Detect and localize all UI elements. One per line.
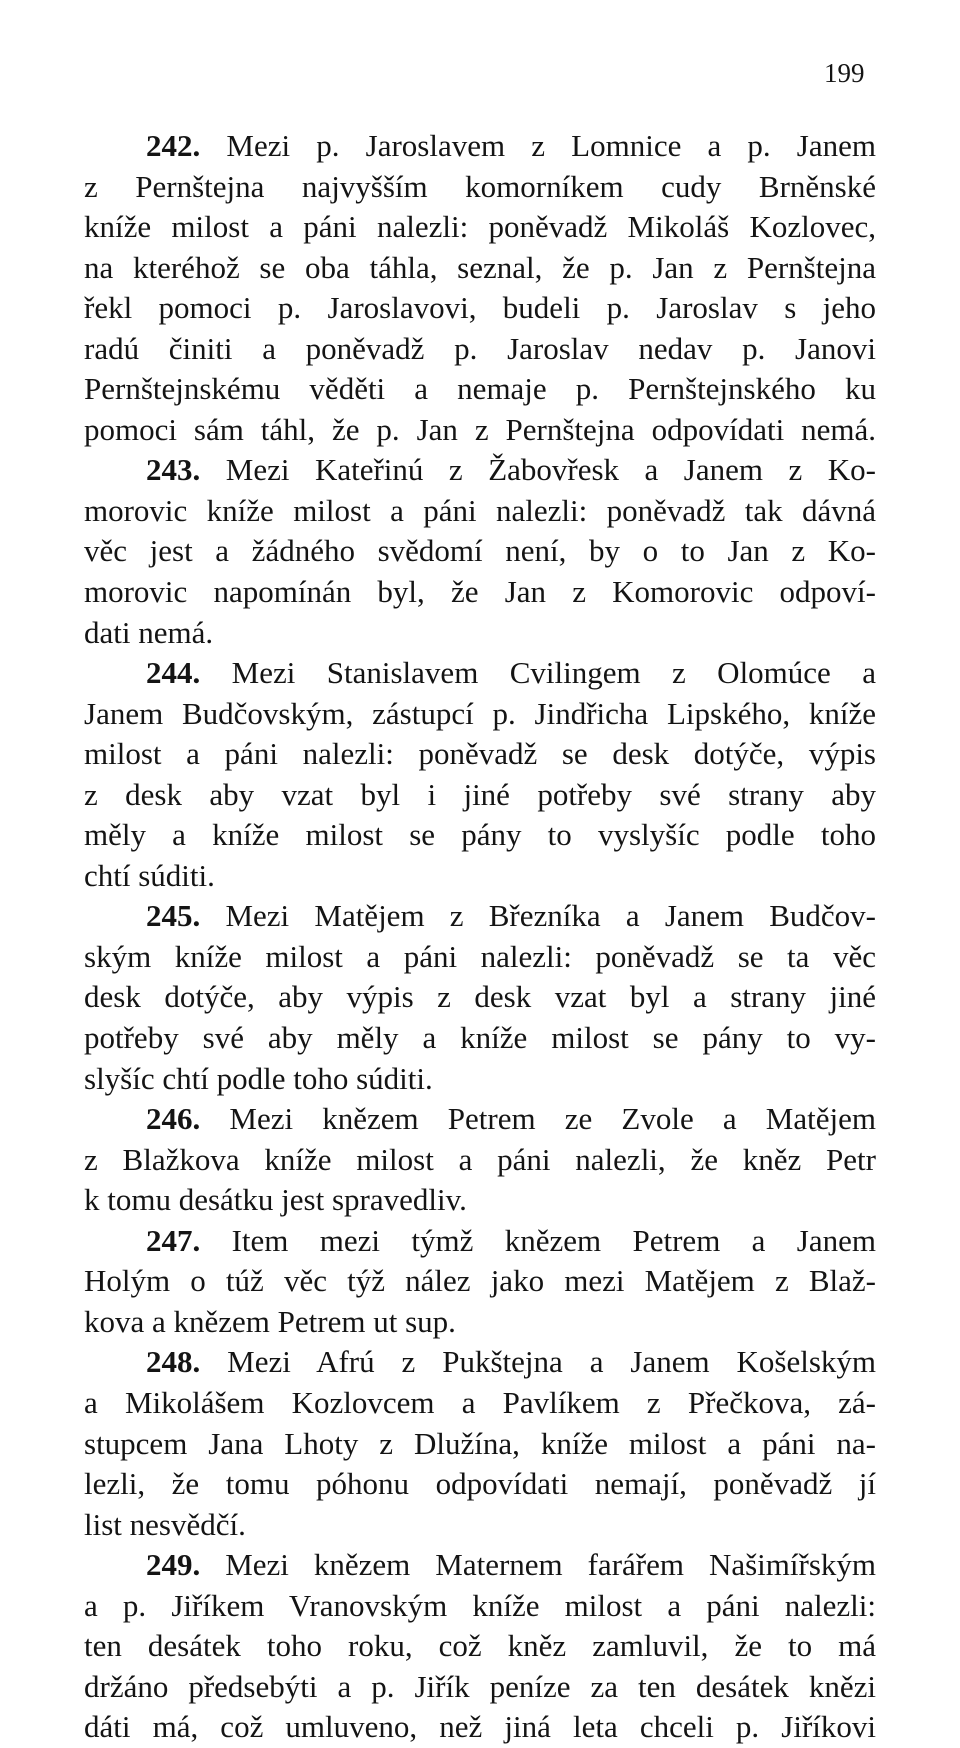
line-text: lezli, že tomu póhonu odpovídati nemají, poněvadž jí <box>84 1466 876 1502</box>
text-line <box>84 410 876 451</box>
paragraph-number: 244. <box>146 655 201 691</box>
text-line <box>84 1667 876 1708</box>
line-text: Mezi knězem Petrem ze Zvole a Matějem <box>200 1101 876 1137</box>
text-line <box>84 1505 876 1546</box>
line-text: kova a knězem Petrem ut sup. <box>84 1303 456 1339</box>
text-body <box>84 126 876 1748</box>
text-line <box>84 1180 876 1221</box>
line-text: a Mikolášem Kozlovcem a Pavlíkem z Přečkova, zá- <box>84 1384 876 1420</box>
paragraph-number: 248. <box>146 1344 201 1380</box>
paragraph-number: 249. <box>146 1547 201 1583</box>
line-text: Mezi p. Jaroslavem z Lomnice a p. Janem <box>200 128 876 163</box>
line-text: Pernštejnskému věděti a nemaje p. Pernštejnského ku <box>84 371 876 407</box>
paragraph-start-line <box>84 126 876 167</box>
line-text: morovic napomínán byl, že Jan z Komorovic odpoví- <box>84 574 876 610</box>
text-line <box>84 937 876 978</box>
text-line <box>84 613 876 654</box>
line-text: Mezi Kateřinú z Žabovřesk a Janem z Ko- <box>200 452 876 488</box>
paragraph-start-line <box>84 450 876 491</box>
line-text: list nesvědčí. <box>84 1506 246 1542</box>
text-line <box>84 815 876 856</box>
line-text: milost a páni nalezli: poněvadž se desk dotýče, výpis <box>84 736 876 772</box>
paragraph-start-line <box>84 1099 876 1140</box>
line-text: Mezi Afrú z Pukštejna a Janem Košelským <box>200 1344 876 1380</box>
text-line <box>84 1302 876 1343</box>
line-text: morovic kníže milost a páni nalezli: poněvadž tak dávná <box>84 492 876 528</box>
text-line <box>84 694 876 735</box>
line-text: z desk aby vzat byl i jiné potřeby své strany aby <box>84 776 876 812</box>
paragraph-start-line <box>84 1342 876 1383</box>
line-text: Mezi Stanislavem Cvilingem z Olomúce a <box>200 655 876 691</box>
line-text: Mezi Matějem z Březníka a Janem Budčov- <box>200 898 876 934</box>
text-line <box>84 248 876 289</box>
text-line <box>84 329 876 370</box>
text-line <box>84 531 876 572</box>
line-text: radú činiti a poněvadž p. Jaroslav nedav p. Janovi <box>84 330 876 366</box>
text-line <box>84 369 876 410</box>
text-line <box>84 207 876 248</box>
line-text: chtí súditi. <box>84 857 215 893</box>
paragraph-start-line <box>84 653 876 694</box>
paragraph-number: 245. <box>146 898 201 934</box>
line-text: věc jest a žádného svědomí není, by o to Jan z Ko- <box>84 533 876 569</box>
line-text: řekl pomoci p. Jaroslavovi, budeli p. Jaroslav s jeho <box>84 290 876 326</box>
line-text: ten desátek toho roku, což kněz zamluvil, že to má <box>84 1628 876 1664</box>
line-text: slyšíc chtí podle toho súditi. <box>84 1060 433 1096</box>
line-text: Mezi knězem Maternem farářem Našimířským <box>200 1547 876 1583</box>
line-text: k tomu desátku jest spravedliv. <box>84 1182 467 1218</box>
paragraph-number: 242. <box>146 128 201 163</box>
text-line <box>84 1018 876 1059</box>
paragraph-start-line <box>84 896 876 937</box>
text-line <box>84 1586 876 1627</box>
text-line <box>84 734 876 775</box>
text-line <box>84 1707 876 1748</box>
line-text: Janem Budčovským, zástupcí p. Jindřicha Lipského, kníže <box>84 695 876 731</box>
text-line <box>84 491 876 532</box>
text-line <box>84 1383 876 1424</box>
text-line <box>84 856 876 897</box>
text-line <box>84 1261 876 1302</box>
paragraph-number: 246. <box>146 1101 201 1137</box>
line-text: dáti má, což umluveno, než jiná leta chceli p. Jiříkovi <box>84 1709 876 1745</box>
line-text: měly a kníže milost se pány to vyslyšíc podle toho <box>84 817 876 853</box>
text-line <box>84 572 876 613</box>
paragraph-start-line <box>84 1221 876 1262</box>
text-line <box>84 1424 876 1465</box>
paragraph-number: 247. <box>146 1222 201 1258</box>
text-line <box>84 167 876 208</box>
text-line <box>84 288 876 329</box>
page-number: 199 <box>824 58 865 88</box>
line-text: pomoci sám táhl, že p. Jan z Pernštejna odpovídati nemá. <box>84 411 876 447</box>
line-text: Item mezi týmž knězem Petrem a Janem <box>200 1222 876 1258</box>
line-text: desk dotýče, aby výpis z desk vzat byl a strany jiné <box>84 979 876 1015</box>
text-line <box>84 1626 876 1667</box>
line-text: na kteréhož se oba táhla, seznal, že p. Jan z Pernštejna <box>84 249 876 285</box>
line-text: kníže milost a páni nalezli: poněvadž Mikoláš Kozlovec, <box>84 209 876 245</box>
line-text: stupcem Jana Lhoty z Dlužína, kníže milost a páni na- <box>84 1425 876 1461</box>
text-line <box>84 1140 876 1181</box>
text-line <box>84 1464 876 1505</box>
line-text: dati nemá. <box>84 614 214 650</box>
paragraph-start-line <box>84 1545 876 1586</box>
line-text: z Blažkova kníže milost a páni nalezli, že kněz Petr <box>84 1141 876 1177</box>
line-text: potřeby své aby měly a kníže milost se pány to vy- <box>84 1020 876 1056</box>
paragraph-number: 243. <box>146 452 201 488</box>
text-line <box>84 775 876 816</box>
line-text: z Pernštejna najvyšším komorníkem cudy Brněnské <box>84 168 876 204</box>
line-text: a p. Jiříkem Vranovským kníže milost a páni nalezli: <box>84 1587 876 1623</box>
text-line <box>84 977 876 1018</box>
line-text: Holým o túž věc týž nález jako mezi Matějem z Blaž- <box>84 1263 876 1299</box>
line-text: ským kníže milost a páni nalezli: poněvadž se ta věc <box>84 938 876 974</box>
text-line <box>84 1059 876 1100</box>
line-text: držáno předsebýti a p. Jiřík peníze za ten desátek knězi <box>84 1668 876 1704</box>
